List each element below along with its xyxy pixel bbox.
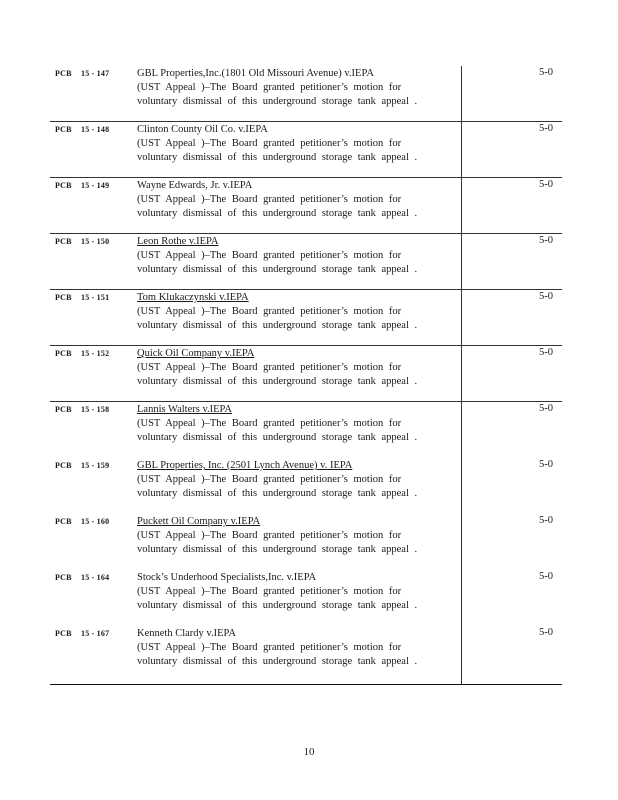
table-row (50, 626, 562, 685)
case-description (137, 515, 457, 557)
case-title: Kenneth Clardy v.IEPA (137, 628, 236, 639)
case-description (137, 627, 457, 669)
case-number (55, 237, 109, 246)
summary-line-2: voluntary dismissal of this underground storage tank appeal . (137, 600, 418, 611)
table-row (50, 290, 562, 346)
summary-line-1: (UST Appeal )–The Board granted petitioner’s motion for (137, 586, 402, 597)
vote-count: 5-0 (539, 571, 553, 582)
case-number (55, 69, 109, 78)
board-label: PCB (55, 573, 72, 582)
case-number (55, 181, 109, 190)
table-row (50, 234, 562, 290)
vote-count: 5-0 (539, 403, 553, 414)
case-number (55, 349, 109, 358)
table-row (50, 66, 562, 122)
vote-count: 5-0 (539, 235, 553, 246)
table-row (50, 122, 562, 178)
docket-number: 15 - 151 (81, 293, 110, 302)
vote-count: 5-0 (539, 291, 553, 302)
docket-number: 15 - 150 (81, 237, 110, 246)
summary-line-2: voluntary dismissal of this underground storage tank appeal . (137, 376, 418, 387)
case-title: Wayne Edwards, Jr. v.IEPA (137, 180, 253, 191)
case-table (50, 66, 562, 685)
board-label: PCB (55, 517, 72, 526)
summary-line-2: voluntary dismissal of this underground storage tank appeal . (137, 432, 418, 443)
docket-number: 15 - 148 (81, 125, 110, 134)
case-number (55, 293, 109, 302)
summary-line-1: (UST Appeal )–The Board granted petitioner’s motion for (137, 530, 402, 541)
board-label: PCB (55, 69, 72, 78)
case-number (55, 125, 109, 134)
summary-line-1: (UST Appeal )–The Board granted petitioner’s motion for (137, 474, 402, 485)
board-label: PCB (55, 237, 72, 246)
case-title: Quick Oil Company v.IEPA (137, 348, 255, 359)
case-title: Tom Klukaczynski v.IEPA (137, 292, 249, 303)
summary-line-1: (UST Appeal )–The Board granted petitioner’s motion for (137, 194, 402, 205)
table-row (50, 458, 562, 514)
summary-line-1: (UST Appeal )–The Board granted petitioner’s motion for (137, 362, 402, 373)
summary-line-1: (UST Appeal )–The Board granted petitioner’s motion for (137, 306, 402, 317)
summary-line-2: voluntary dismissal of this underground storage tank appeal . (137, 208, 418, 219)
case-number (55, 573, 109, 582)
case-description (137, 291, 457, 333)
vote-count: 5-0 (539, 627, 553, 638)
case-title: Lannis Walters v.IEPA (137, 404, 233, 415)
vote-count: 5-0 (539, 515, 553, 526)
summary-line-2: voluntary dismissal of this underground storage tank appeal . (137, 152, 418, 163)
summary-line-1: (UST Appeal )–The Board granted petitioner’s motion for (137, 82, 402, 93)
summary-line-2: voluntary dismissal of this underground storage tank appeal . (137, 488, 418, 499)
summary-line-1: (UST Appeal )–The Board granted petitioner’s motion for (137, 138, 402, 149)
case-description (137, 571, 457, 613)
case-description (137, 123, 457, 165)
case-number (55, 405, 109, 414)
docket-number: 15 - 160 (81, 517, 110, 526)
case-title: Clinton County Oil Co. v.IEPA (137, 124, 268, 135)
vote-count: 5-0 (539, 459, 553, 470)
docket-number: 15 - 149 (81, 181, 110, 190)
docket-number: 15 - 158 (81, 405, 110, 414)
case-description (137, 179, 457, 221)
summary-line-1: (UST Appeal )–The Board granted petitioner’s motion for (137, 250, 402, 261)
summary-line-2: voluntary dismissal of this underground storage tank appeal . (137, 544, 418, 555)
case-title: GBL Properties, Inc. (2501 Lynch Avenue) v. IEPA (137, 460, 353, 471)
vote-count: 5-0 (539, 123, 553, 134)
case-number (55, 461, 109, 470)
summary-line-2: voluntary dismissal of this underground storage tank appeal . (137, 656, 418, 667)
case-description (137, 403, 457, 445)
vote-count: 5-0 (539, 179, 553, 190)
case-description (137, 347, 457, 389)
case-description (137, 459, 457, 501)
case-title: Leon Rothe v.IEPA (137, 236, 219, 247)
page-number: 10 (303, 746, 315, 758)
board-label: PCB (55, 461, 72, 470)
board-label: PCB (55, 293, 72, 302)
table-row (50, 402, 562, 458)
board-label: PCB (55, 349, 72, 358)
summary-line-1: (UST Appeal )–The Board granted petitioner’s motion for (137, 418, 402, 429)
docket-number: 15 - 164 (81, 573, 110, 582)
docket-number: 15 - 147 (81, 69, 110, 78)
table-row (50, 570, 562, 626)
summary-line-2: voluntary dismissal of this underground storage tank appeal . (137, 320, 418, 331)
summary-line-1: (UST Appeal )–The Board granted petitioner’s motion for (137, 642, 402, 653)
case-number (55, 517, 109, 526)
table-row (50, 178, 562, 234)
case-description (137, 235, 457, 277)
case-title: GBL Properties,Inc.(1801 Old Missouri Avenue) v.IEPA (137, 68, 374, 79)
docket-number: 15 - 167 (81, 629, 110, 638)
case-description (137, 67, 457, 109)
board-label: PCB (55, 405, 72, 414)
board-label: PCB (55, 181, 72, 190)
vote-count: 5-0 (539, 347, 553, 358)
case-title: Stock’s Underhood Specialists,Inc. v.IEPA (137, 572, 317, 583)
case-title: Puckett Oil Company v.IEPA (137, 516, 261, 527)
table-row (50, 346, 562, 402)
docket-number: 15 - 159 (81, 461, 110, 470)
board-label: PCB (55, 125, 72, 134)
summary-line-2: voluntary dismissal of this underground storage tank appeal . (137, 96, 418, 107)
docket-number: 15 - 152 (81, 349, 110, 358)
vote-count: 5-0 (539, 67, 553, 78)
case-number (55, 629, 109, 638)
summary-line-2: voluntary dismissal of this underground storage tank appeal . (137, 264, 418, 275)
table-row (50, 514, 562, 570)
board-label: PCB (55, 629, 72, 638)
